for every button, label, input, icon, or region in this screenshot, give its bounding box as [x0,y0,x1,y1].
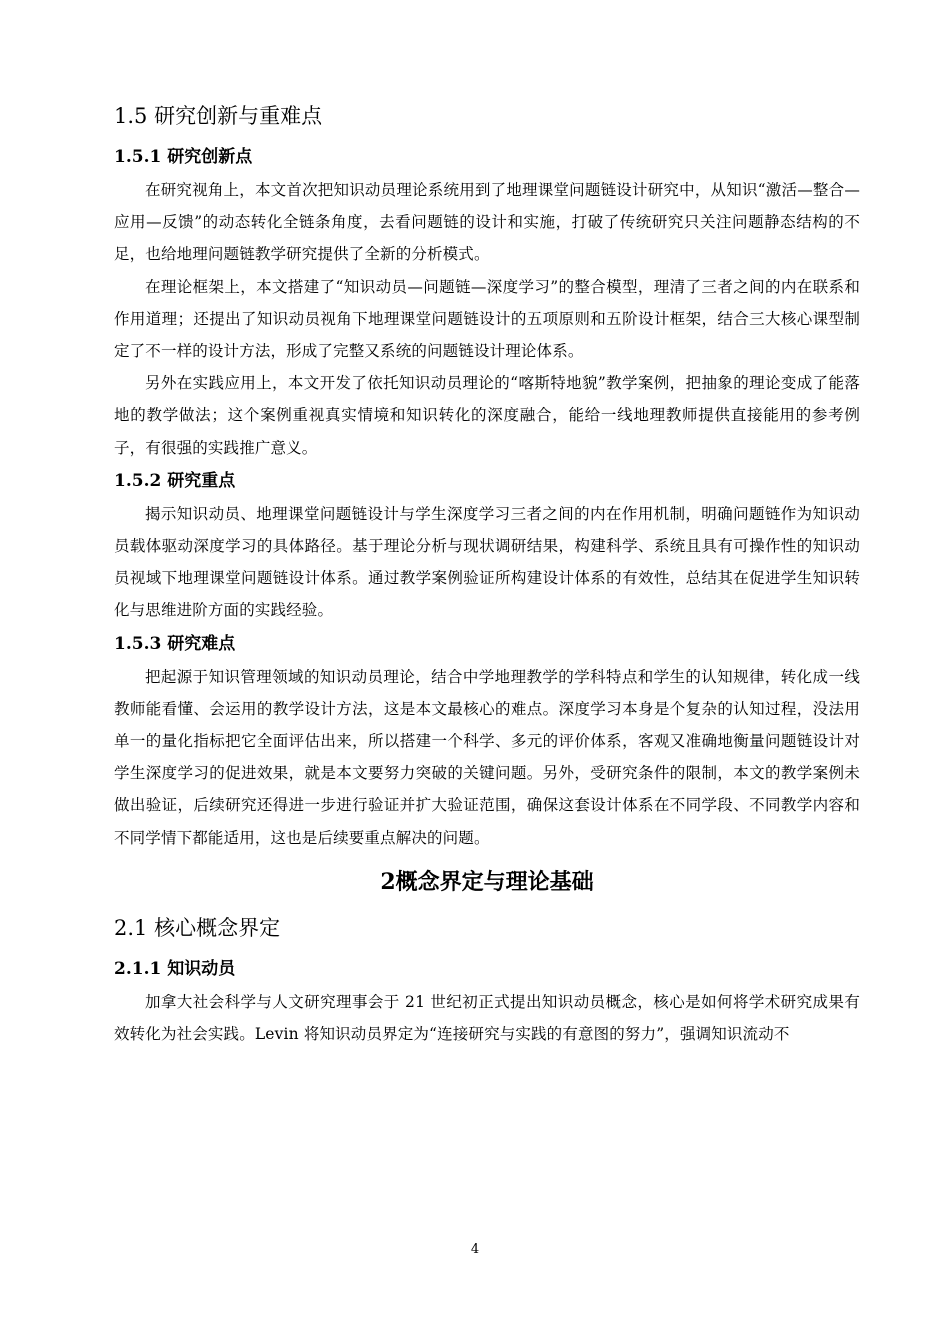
subsection-heading-1-5-1: 1.5.1 研究创新点 [114,147,253,167]
subsection-heading-2-1-1: 2.1.1 知识动员 [114,958,236,979]
subsection-heading-1-5-2: 1.5.2 研究重点 [114,470,236,491]
paragraph: 另外在实践应用上，本文开发了依托知识动员理论的“喀斯特地貌”教学案例，把抽象的理论变成了能落地的教学做法；这个案例重视真实情境和知识转化的深度融合，能给一线地理教师提供直接能用的参考例子，有很强的实践推广意义。 [114,374,860,457]
paragraph: 在研究视角上，本文首次把知识动员理论系统用到了地理课堂问题链设计研究中，从知识“激活—整合—应用—反馈”的动态转化全链条角度，去看问题链的设计和实施，打破了传统研究只关注问题静态结构的不足，也给地理问题链教学研究提供了全新的分析模式。 [114,181,860,264]
page-number: 4 [470,1242,480,1257]
section-heading-1-5: 1.5 研究创新与重难点 [114,104,323,128]
paragraph: 揭示知识动员、地理课堂问题链设计与学生深度学习三者之间的内在作用机制，明确问题链作为知识动员载体驱动深度学习的具体路径。基于理论分析与现状调研结果，构建科学、系统且具有可操作性的知识动员视域下地理课堂问题链设计体系。通过教学案例验证所构建设计体系的有效性，总结其在促进学生知识转化与思维进阶方面的实践经验。 [114,504,860,620]
section-heading-2-1: 2.1 核心概念界定 [114,915,281,940]
paragraph: 在理论框架上，本文搭建了“知识动员—问题链—深度学习”的整合模型，理清了三者之间的内在联系和作用道理；还提出了知识动员视角下地理课堂问题链设计的五项原则和五阶设计框架，结合三大核心课型制定了不一样的设计方法，形成了完整又系统的问题链设计理论体系。 [114,277,860,361]
page-content [114,98,860,1050]
paragraph: 加拿大社会科学与人文研究理事会于 21 世纪初正式提出知识动员概念，核心是如何将学术研究成果有效转化为社会实践。Levin 将知识动员界定为“连接研究与实践的有意图的努力”，强调知识流动不 [114,992,860,1044]
chapter-heading-2: 2概念界定与理论基础 [380,868,594,895]
paragraph: 把起源于知识管理领域的知识动员理论，结合中学地理教学的学科特点和学生的认知规律，转化成一线教师能看懂、会运用的教学设计方法，这是本文最核心的难点。深度学习本身是个复杂的认知过程，没法用单一的量化指标把它全面评估出来，所以搭建一个科学、多元的评价体系，客观又准确地衡量问题链设计对学生深度学习的促进效果，就是本文要努力突破的关键问题。另外，受研究条件的限制，本文的教学案例未做出验证，后续研究还得进一步进行验证并扩大验证范围，确保这套设计体系在不同学段、不同教学内容和不同学情下都能适用，这也是后续要重点解决的问题。 [114,667,860,847]
subsection-heading-1-5-3: 1.5.3 研究难点 [114,633,236,654]
